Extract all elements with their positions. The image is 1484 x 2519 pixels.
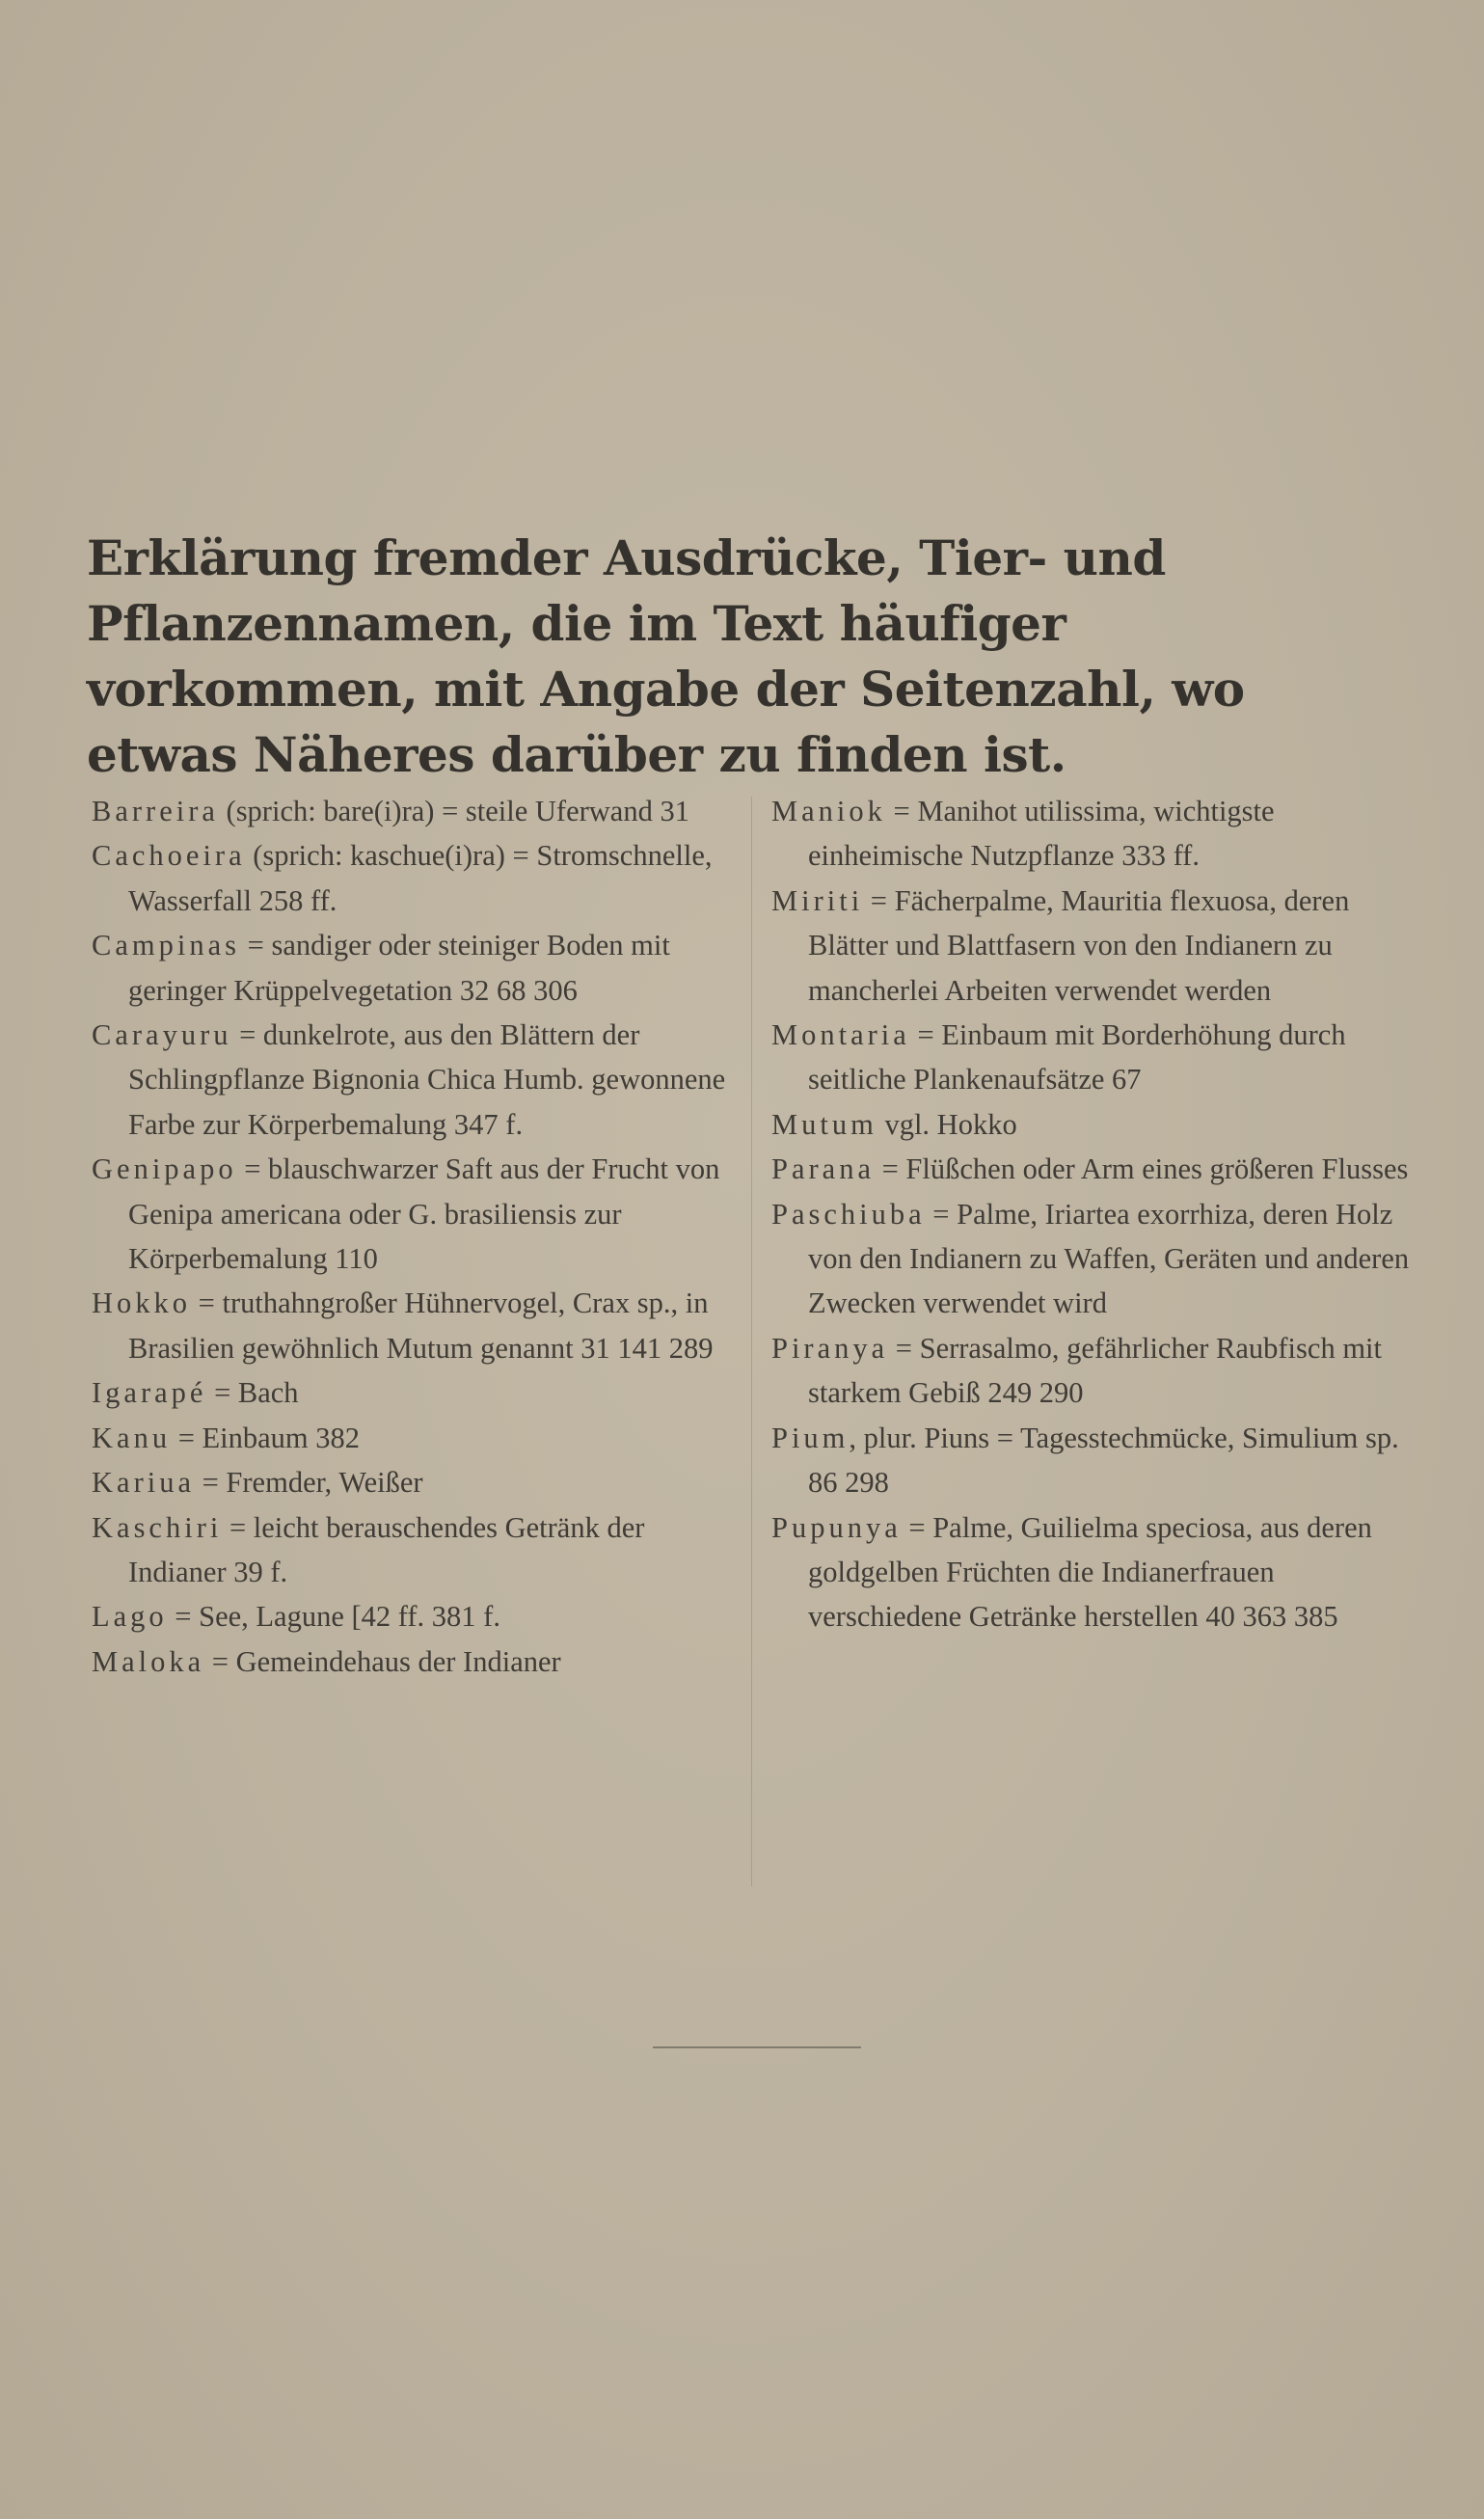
glossary-entry: [92, 1639, 728, 1684]
glossary-term: Miriti: [771, 883, 864, 917]
glossary-entry: [92, 1147, 728, 1281]
glossary-entry: [92, 1460, 728, 1504]
glossary-entry: [92, 1013, 728, 1147]
glossary-term: Montaria: [771, 1018, 910, 1052]
glossary-term: Igarapé: [92, 1376, 207, 1410]
glossary-entry: [771, 789, 1417, 879]
glossary-definition: , plur. Piuns = Tagesstechmücke, Simulium sp. 86 298: [808, 1421, 1399, 1500]
glossary-entry: [92, 1505, 728, 1595]
glossary-definition: = Gemeindehaus der Indianer: [204, 1644, 561, 1678]
glossary-entry: [771, 1013, 1417, 1102]
glossary-term: Campinas: [92, 929, 240, 962]
glossary-definition: = Einbaum 382: [171, 1421, 361, 1454]
column-divider: [751, 797, 752, 1886]
glossary-definition: (sprich: kaschue(i)ra) = Stromschnelle, Wasserfall 258 ff.: [128, 839, 713, 917]
glossary-definition: = dunkelrote, aus den Blättern der Schlingpflanze Bignonia Chica Humb. gewonnene Farbe zur Körperbemalung 347 f.: [128, 1018, 726, 1141]
glossary-right-column: [771, 789, 1417, 1639]
glossary-term: Lago: [92, 1600, 168, 1634]
glossary-entry: [92, 833, 728, 923]
glossary-term: Hokko: [92, 1287, 192, 1320]
glossary-term: Kanu: [92, 1421, 172, 1454]
glossary-definition: = Einbaum mit Borderhöhung durch seitliche Plankenaufsätze 67: [808, 1018, 1346, 1097]
page-title: Erklärung fremder Ausdrücke, Tier- und Pflanzennamen, die im Text häufiger vorkommen, mit Angabe der Seitenzahl, wo etwas Näheres darüber zu finden ist.: [87, 529, 1245, 783]
glossary-term: Parana: [771, 1152, 875, 1186]
glossary-definition: = sandiger oder steiniger Boden mit geringer Krüppelvegetation 32 68 306: [128, 929, 670, 1007]
glossary-definition: = leicht berauschendes Getränk der Indianer 39 f.: [128, 1510, 645, 1588]
glossary-entry: [92, 1370, 728, 1415]
glossary-definition: (sprich: bare(i)ra) = steile Uferwand 31: [218, 795, 689, 827]
glossary-term: Cachoeira: [92, 839, 246, 873]
glossary-definition: vgl. Hokko: [877, 1107, 1017, 1141]
glossary-definition: = See, Lagune [42 ff. 381 f.: [167, 1600, 500, 1634]
glossary-definition: = Palme, Guilielma speciosa, aus deren goldgelben Früchten die Indianerfrauen verschiedene Getränke herstellen 40 363 385: [808, 1510, 1372, 1634]
glossary-term: Maloka: [92, 1644, 205, 1678]
glossary-entry: [771, 1416, 1417, 1505]
end-rule: [653, 2046, 861, 2048]
glossary-definition: = Manihot utilissima, wichtigste einheimische Nutzpflanze 333 ff.: [808, 795, 1275, 873]
glossary-term: Piranya: [771, 1331, 889, 1365]
glossary-term: Mutum: [771, 1107, 877, 1141]
glossary-term: Pupunya: [771, 1510, 902, 1544]
glossary-entry: [771, 1192, 1417, 1326]
glossary-entry: [771, 1505, 1417, 1639]
glossary-entry: [771, 879, 1417, 1013]
glossary-term: Maniok: [771, 795, 886, 827]
glossary-entry: [771, 1102, 1417, 1147]
glossary-left-column: [92, 789, 728, 1684]
glossary-term: Paschiuba: [771, 1197, 926, 1231]
glossary-term: Carayuru: [92, 1018, 232, 1052]
glossary-entry: [771, 1147, 1417, 1191]
glossary-definition: = Serrasalmo, gefährlicher Raubfisch mit starkem Gebiß 249 290: [808, 1331, 1382, 1410]
glossary-definition: = Fremder, Weißer: [194, 1466, 423, 1500]
glossary-term: Barreira: [92, 795, 219, 827]
glossary-entry: [92, 923, 728, 1013]
glossary-definition: = Flüßchen oder Arm eines größeren Flusses: [874, 1152, 1409, 1186]
glossary-entry: [771, 1326, 1417, 1416]
glossary-term: Genipapo: [92, 1152, 237, 1186]
glossary-entry: [92, 1281, 728, 1370]
glossary-entry: [92, 789, 728, 833]
glossary-definition: = Palme, Iriartea exorrhiza, deren Holz von den Indianern zu Waffen, Geräten und anderen Zwecken verwendet wird: [808, 1197, 1410, 1320]
glossary-term: Kariua: [92, 1466, 195, 1500]
glossary-term: Pium: [771, 1421, 850, 1454]
glossary-definition: = Fächerpalme, Mauritia flexuosa, deren Blätter und Blattfasern von den Indianern zu mancherlei Arbeiten verwendet werden: [808, 883, 1350, 1007]
glossary-entry: [92, 1416, 728, 1460]
glossary-term: Kaschiri: [92, 1510, 223, 1544]
glossary-definition: = truthahngroßer Hühnervogel, Crax sp., in Brasilien gewöhnlich Mutum genannt 31 141 289: [128, 1287, 714, 1365]
glossary-entry: [92, 1594, 728, 1639]
glossary-definition: = blauschwarzer Saft aus der Frucht von Genipa americana oder G. brasiliensis zur Körperbemalung 110: [128, 1152, 720, 1276]
glossary-definition: = Bach: [206, 1376, 299, 1410]
